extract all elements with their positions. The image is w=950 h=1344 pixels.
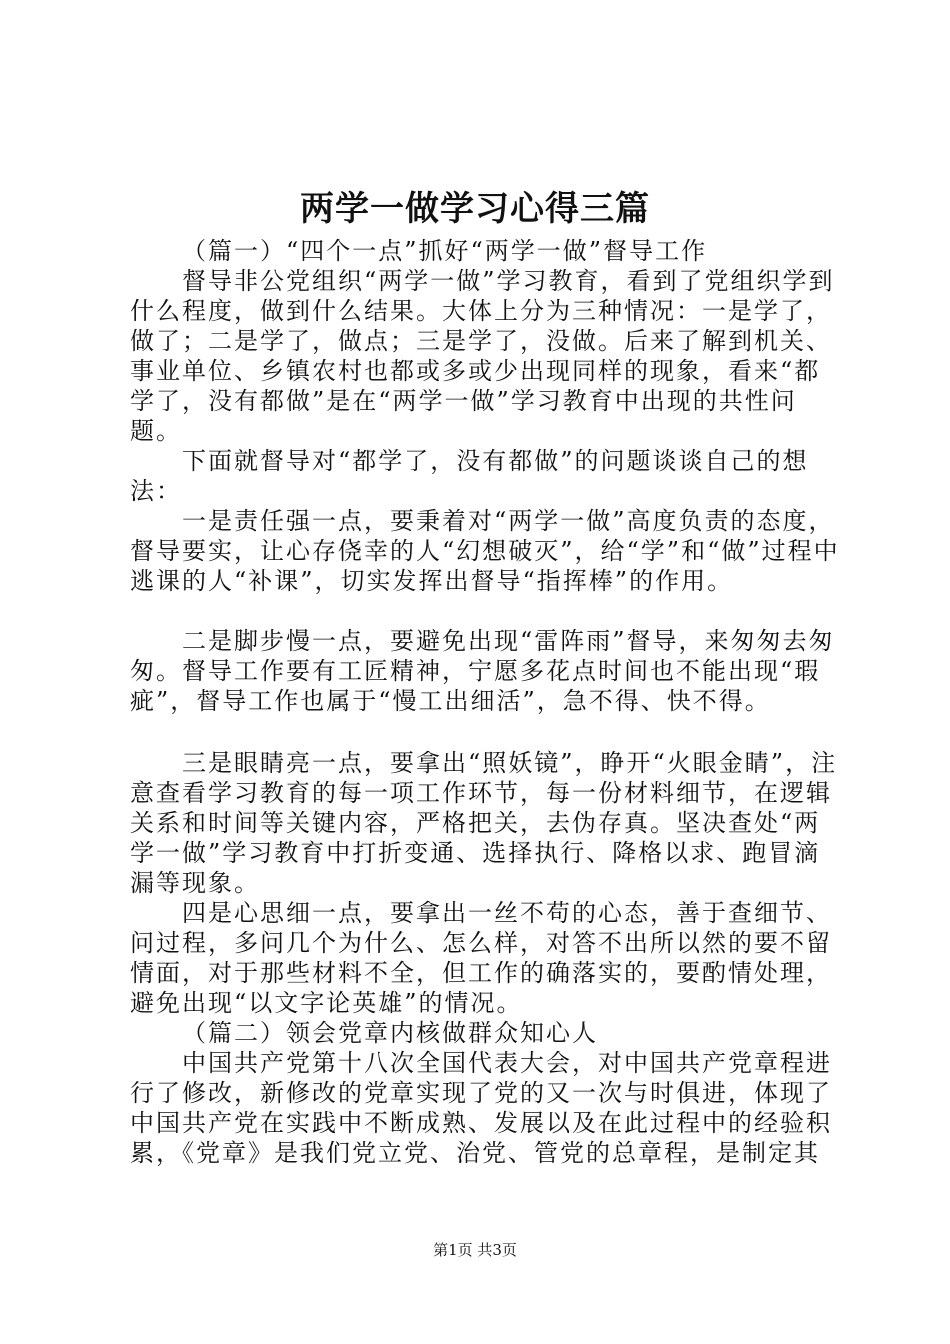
paragraph: 下面就督导对“都学了，没有都做”的问题谈谈自己的想法： xyxy=(130,447,809,505)
paragraph: 四是心思细一点，要拿出一丝不苟的心态，善于查细节、问过程，多问几个为什么、怎么样，对答不出所以然的要不留情面，对于那些材料不全，但工作的确落实的，要酌情处理，避免出现“以文字论英雄”的情况。 xyxy=(130,899,832,1017)
section-heading-part-one: （篇一）“四个一点”抓好“两学一做”督导工作 xyxy=(182,237,708,265)
section-heading-part-two: （篇二）领会党章内核做群众知心人 xyxy=(182,1019,598,1047)
paragraph: 督导非公党组织“两学一做”学习教育，看到了党组织学到什么程度，做到什么结果。大体上分为三种情况：一是学了，做了；二是学了，做点；三是学了，没做。后来了解到机关、事业单位、乡镇农村也都或多或少出现同样的现象，看来“都学了，没有都做”是在“两学一做”学习教育中出现的共性问题。 xyxy=(130,267,835,445)
paragraph: 三是眼睛亮一点，要拿出“照妖镜”，睁开“火眼金睛”，注意查看学习教育的每一项工作环节，每一份材料细节，在逻辑关系和时间等关键内容，严格把关，去伪存真。坚决查处“两学一做”学习教育中打折变通、选择执行、降格以求、跑冒滴漏等现象。 xyxy=(130,749,838,897)
paragraph: 二是脚步慢一点，要避免出现“雷阵雨”督导，来匆匆去匆匆。督导工作要有工匠精神，宁愿多花点时间也不能出现“瑕疵”，督导工作也属于“慢工出细活”，急不得、快不得。 xyxy=(130,627,835,715)
paragraph: 中国共产党第十八次全国代表大会，对中国共产党章程进行了修改，新修改的党章实现了党的又一次与时俱进，体现了中国共产党在实践中不断成熟、发展以及在此过程中的经验积累，《党章》是我们党立党、治党、管党的总章程，是制定其 xyxy=(130,1049,832,1167)
document-body xyxy=(130,236,845,1168)
page-footer: 第1页 共3页 xyxy=(433,1241,517,1259)
document-title: 两学一做学习心得三篇 xyxy=(300,189,650,229)
paragraph: 一是责任强一点，要秉着对“两学一做”高度负责的态度，督导要实，让心存侥幸的人“幻想破灭”，给“学”和“做”过程中逃课的人“补课”，切实发挥出督导“指挥棒”的作用。 xyxy=(130,507,840,595)
